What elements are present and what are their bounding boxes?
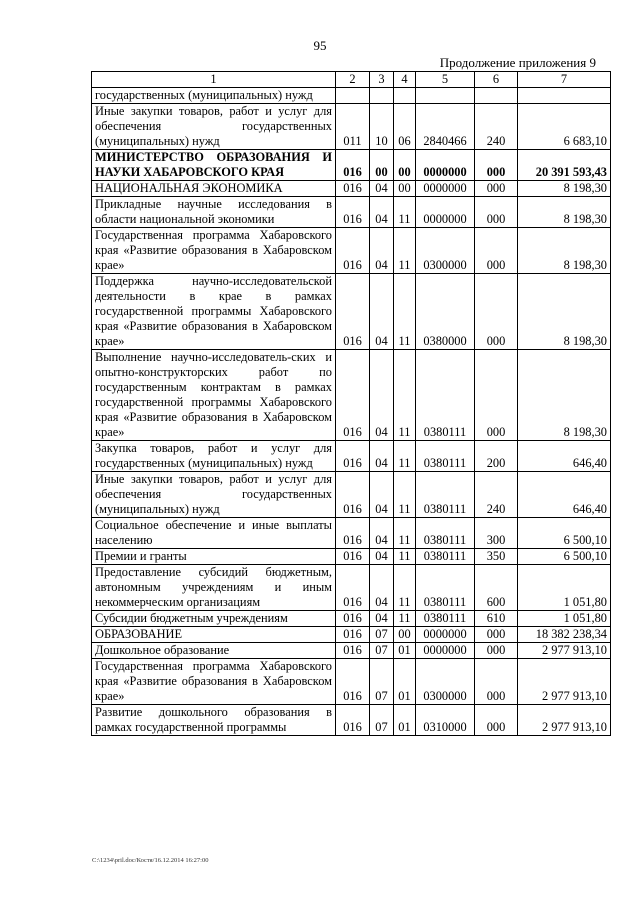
code-cell: 016: [336, 705, 370, 736]
section-cell: 04: [370, 611, 394, 627]
expense-type-cell: 000: [475, 150, 518, 181]
row-name-cell: Закупка товаров, работ и услуг для государственных (муниципальных) нужд: [92, 441, 336, 472]
target-item-cell: 0300000: [416, 228, 475, 274]
section-cell: 04: [370, 518, 394, 549]
expense-type-cell: 000: [475, 274, 518, 350]
continuation-label: Продолжение приложения 9: [439, 55, 596, 70]
expense-type-cell: 000: [475, 228, 518, 274]
expense-type-cell: 600: [475, 565, 518, 611]
code-cell: 016: [336, 150, 370, 181]
table-body: [92, 72, 611, 736]
code-cell: 016: [336, 472, 370, 518]
expense-type-cell: 000: [475, 659, 518, 705]
table-row: [92, 627, 611, 643]
code-cell: 016: [336, 518, 370, 549]
amount-cell: 8 198,30: [518, 197, 611, 228]
table-row: [92, 150, 611, 181]
row-name-cell: НАЦИОНАЛЬНАЯ ЭКОНОМИКА: [92, 181, 336, 197]
section-cell: 04: [370, 472, 394, 518]
expense-type-cell: 000: [475, 181, 518, 197]
code-cell: 016: [336, 643, 370, 659]
row-name-cell: Социальное обеспечение и иные выплаты населению: [92, 518, 336, 549]
amount-cell: 20 391 593,43: [518, 150, 611, 181]
section-cell: 04: [370, 565, 394, 611]
expense-type-cell: 000: [475, 627, 518, 643]
section-cell: 07: [370, 705, 394, 736]
code-cell: 016: [336, 565, 370, 611]
table-row: [92, 549, 611, 565]
code-cell: 016: [336, 659, 370, 705]
amount-cell: 6 500,10: [518, 549, 611, 565]
amount-cell: 1 051,80: [518, 611, 611, 627]
table-row: [92, 104, 611, 150]
subsection-cell: 11: [394, 441, 416, 472]
row-name-cell: Иные закупки товаров, работ и услуг для обеспечения государственных (муниципальных) нужд: [92, 472, 336, 518]
section-cell: 00: [370, 150, 394, 181]
target-item-cell: 0380000: [416, 274, 475, 350]
table-row: [92, 88, 611, 104]
expense-type-cell: 300: [475, 518, 518, 549]
target-item-cell: 0380111: [416, 518, 475, 549]
table-header-row: [92, 72, 611, 88]
section-cell: 04: [370, 549, 394, 565]
header-cell: 1: [92, 72, 336, 88]
target-item-cell: 0000000: [416, 181, 475, 197]
target-item-cell: 0380111: [416, 611, 475, 627]
section-cell: 04: [370, 197, 394, 228]
target-item-cell: 2840466: [416, 104, 475, 150]
subsection-cell: 00: [394, 181, 416, 197]
subsection-cell: 06: [394, 104, 416, 150]
header-cell: 3: [370, 72, 394, 88]
row-name-cell: Субсидии бюджетным учреждениям: [92, 611, 336, 627]
row-name-cell: Государственная программа Хабаровского края «Развитие образования в Хабаровском крае»: [92, 228, 336, 274]
code-cell: 016: [336, 549, 370, 565]
expense-type-cell: 350: [475, 549, 518, 565]
row-name-cell: Государственная программа Хабаровского края «Развитие образования в Хабаровском крае»: [92, 659, 336, 705]
table-row: [92, 228, 611, 274]
table-row: [92, 181, 611, 197]
row-name-cell: Дошкольное образование: [92, 643, 336, 659]
expense-type-cell: 000: [475, 705, 518, 736]
expense-type-cell: 000: [475, 643, 518, 659]
subsection-cell: 00: [394, 150, 416, 181]
subsection-cell: 01: [394, 643, 416, 659]
amount-cell: 1 051,80: [518, 565, 611, 611]
target-item-cell: 0000000: [416, 197, 475, 228]
section-cell: 04: [370, 350, 394, 441]
target-item-cell: 0380111: [416, 350, 475, 441]
amount-cell: 8 198,30: [518, 350, 611, 441]
subsection-cell: 01: [394, 705, 416, 736]
section-cell: 04: [370, 181, 394, 197]
expense-type-cell: 000: [475, 350, 518, 441]
table-row: [92, 350, 611, 441]
header-cell: 4: [394, 72, 416, 88]
row-name-cell: государственных (муниципальных) нужд: [92, 88, 336, 104]
subsection-cell: [394, 88, 416, 104]
table-row: [92, 197, 611, 228]
table-row: [92, 611, 611, 627]
row-name-cell: Прикладные научные исследования в области национальной экономики: [92, 197, 336, 228]
header-cell: 6: [475, 72, 518, 88]
budget-table: [91, 71, 611, 736]
target-item-cell: 0310000: [416, 705, 475, 736]
table-row: [92, 659, 611, 705]
amount-cell: [518, 88, 611, 104]
subsection-cell: 11: [394, 228, 416, 274]
row-name-cell: Развитие дошкольного образования в рамках государственной программы: [92, 705, 336, 736]
target-item-cell: 0000000: [416, 627, 475, 643]
subsection-cell: 11: [394, 518, 416, 549]
section-cell: 07: [370, 659, 394, 705]
target-item-cell: 0300000: [416, 659, 475, 705]
subsection-cell: 11: [394, 565, 416, 611]
amount-cell: 2 977 913,10: [518, 659, 611, 705]
section-cell: 07: [370, 643, 394, 659]
section-cell: 07: [370, 627, 394, 643]
subsection-cell: 01: [394, 659, 416, 705]
subsection-cell: 11: [394, 549, 416, 565]
table-row: [92, 518, 611, 549]
table-row: [92, 705, 611, 736]
row-name-cell: Выполнение научно-исследователь-ских и опытно-конструкторских работ по государственным контрактам в рамках государственной программы Хабаровского края «Развитие образования в Хабаровском крае»: [92, 350, 336, 441]
amount-cell: 6 500,10: [518, 518, 611, 549]
code-cell: 016: [336, 350, 370, 441]
subsection-cell: 11: [394, 611, 416, 627]
expense-type-cell: 200: [475, 441, 518, 472]
code-cell: 016: [336, 197, 370, 228]
row-name-cell: Премии и гранты: [92, 549, 336, 565]
header-cell: 7: [518, 72, 611, 88]
table-row: [92, 472, 611, 518]
subsection-cell: 11: [394, 197, 416, 228]
code-cell: [336, 88, 370, 104]
expense-type-cell: [475, 88, 518, 104]
subsection-cell: 11: [394, 350, 416, 441]
row-name-cell: Предоставление субсидий бюджетным, автономным учреждениям и иным некоммерческим организациям: [92, 565, 336, 611]
expense-type-cell: 240: [475, 104, 518, 150]
code-cell: 016: [336, 611, 370, 627]
target-item-cell: 0000000: [416, 150, 475, 181]
header-cell: 5: [416, 72, 475, 88]
section-cell: 04: [370, 441, 394, 472]
expense-type-cell: 610: [475, 611, 518, 627]
code-cell: 016: [336, 181, 370, 197]
target-item-cell: 0000000: [416, 643, 475, 659]
amount-cell: 646,40: [518, 441, 611, 472]
section-cell: 10: [370, 104, 394, 150]
row-name-cell: ОБРАЗОВАНИЕ: [92, 627, 336, 643]
table-row: [92, 441, 611, 472]
table-row: [92, 565, 611, 611]
subsection-cell: 00: [394, 627, 416, 643]
amount-cell: 8 198,30: [518, 274, 611, 350]
section-cell: 04: [370, 274, 394, 350]
section-cell: 04: [370, 228, 394, 274]
subsection-cell: 11: [394, 472, 416, 518]
expense-type-cell: 000: [475, 197, 518, 228]
table-row: [92, 274, 611, 350]
target-item-cell: 0380111: [416, 441, 475, 472]
table-row: [92, 643, 611, 659]
header-cell: 2: [336, 72, 370, 88]
target-item-cell: 0380111: [416, 549, 475, 565]
amount-cell: 8 198,30: [518, 228, 611, 274]
target-item-cell: 0380111: [416, 565, 475, 611]
page-number: 95: [313, 38, 327, 53]
target-item-cell: [416, 88, 475, 104]
amount-cell: 2 977 913,10: [518, 705, 611, 736]
file-path-footer: C:\1234\pril.doc/Костя/16.12.2014 16:27:00: [92, 857, 209, 864]
amount-cell: 18 382 238,34: [518, 627, 611, 643]
code-cell: 016: [336, 228, 370, 274]
amount-cell: 6 683,10: [518, 104, 611, 150]
code-cell: 016: [336, 441, 370, 472]
subsection-cell: 11: [394, 274, 416, 350]
amount-cell: 2 977 913,10: [518, 643, 611, 659]
row-name-cell: Иные закупки товаров, работ и услуг для обеспечения государственных (муниципальных) нужд: [92, 104, 336, 150]
code-cell: 016: [336, 627, 370, 643]
code-cell: 016: [336, 274, 370, 350]
amount-cell: 646,40: [518, 472, 611, 518]
code-cell: 011: [336, 104, 370, 150]
section-cell: [370, 88, 394, 104]
expense-type-cell: 240: [475, 472, 518, 518]
amount-cell: 8 198,30: [518, 181, 611, 197]
target-item-cell: 0380111: [416, 472, 475, 518]
row-name-cell: Поддержка научно-исследовательской деятельности в крае в рамках государственной программы Хабаровского края «Развитие образования в Хабаровском крае»: [92, 274, 336, 350]
row-name-cell: МИНИСТЕРСТВО ОБРАЗОВАНИЯ И НАУКИ ХАБАРОВСКОГО КРАЯ: [92, 150, 336, 181]
